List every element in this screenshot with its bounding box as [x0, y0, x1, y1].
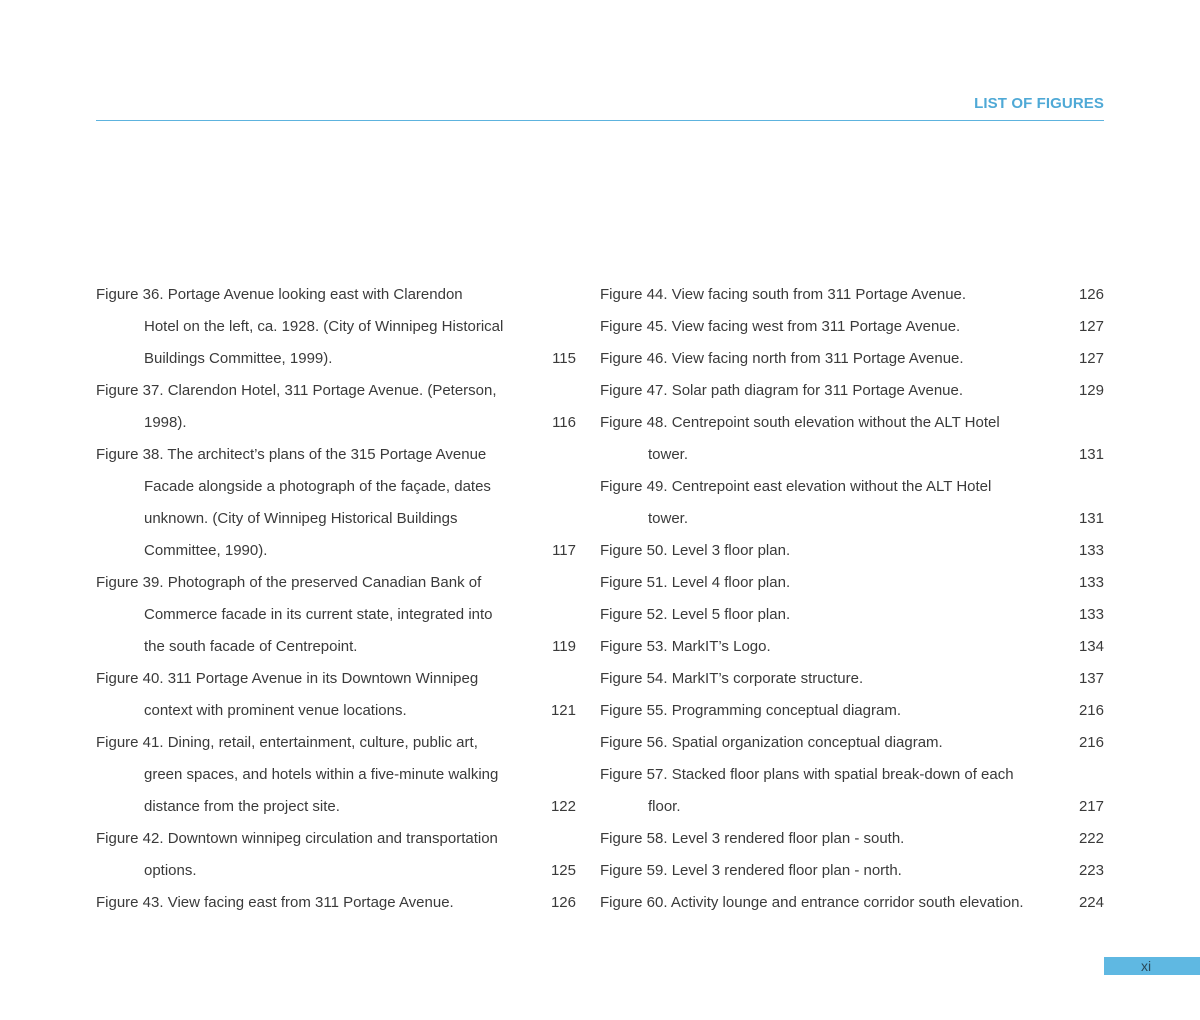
figure-caption-line: Facade alongside a photograph of the façade, dates: [144, 478, 491, 495]
figure-entry: [600, 727, 1104, 759]
figure-page-number: 216: [1078, 734, 1104, 751]
figure-page-number: 133: [1078, 574, 1104, 591]
figure-page-number: 122: [550, 798, 576, 815]
figure-caption-line: context with prominent venue locations.: [144, 702, 407, 719]
figure-entry: [600, 631, 1104, 663]
figure-list-right-column: [600, 279, 1104, 919]
figure-caption-line: Figure 36. Portage Avenue looking east with Clarendon: [96, 286, 463, 303]
figure-caption-line: Figure 46. View facing north from 311 Portage Avenue.: [600, 350, 964, 367]
figure-entry: [96, 887, 576, 919]
figure-page-number: 137: [1078, 670, 1104, 687]
figure-entry: [600, 855, 1104, 887]
figure-entry: [96, 279, 576, 375]
figure-page-number: 224: [1078, 894, 1104, 911]
figure-entry: [600, 471, 1104, 535]
figure-page-number: 126: [550, 894, 576, 911]
figure-entry: [600, 535, 1104, 567]
figure-caption-line: Figure 45. View facing west from 311 Portage Avenue.: [600, 318, 961, 335]
figure-entry: [96, 567, 576, 663]
figure-caption-line: Figure 52. Level 5 floor plan.: [600, 606, 791, 623]
figure-caption-line: Figure 44. View facing south from 311 Portage Avenue.: [600, 286, 967, 303]
figure-page-number: 126: [1078, 286, 1104, 303]
figure-page-number: 134: [1078, 638, 1104, 655]
figure-caption-line: green spaces, and hotels within a five-minute walking: [144, 766, 499, 783]
figure-caption-line: Figure 59. Level 3 rendered floor plan - north.: [600, 862, 902, 879]
figure-caption-line: Figure 39. Photograph of the preserved Canadian Bank of: [96, 574, 482, 591]
figure-page-number: 121: [550, 702, 576, 719]
page-number: xi: [1140, 958, 1152, 974]
figure-entry: [600, 343, 1104, 375]
figure-entry: [96, 439, 576, 567]
figure-caption-line: distance from the project site.: [144, 798, 340, 815]
figure-caption-line: Figure 40. 311 Portage Avenue in its Downtown Winnipeg: [96, 670, 479, 687]
figure-caption-line: Commerce facade in its current state, integrated into: [144, 606, 493, 623]
figure-caption-line: Figure 60. Activity lounge and entrance corridor south elevation.: [600, 894, 1024, 911]
figure-entry: [600, 375, 1104, 407]
figure-page-number: 133: [1078, 606, 1104, 623]
header-divider: [96, 120, 1104, 121]
figure-caption-line: Figure 58. Level 3 rendered floor plan - south.: [600, 830, 905, 847]
figure-caption-line: Figure 56. Spatial organization conceptual diagram.: [600, 734, 943, 751]
figure-entry: [96, 823, 576, 887]
figure-page-number: 119: [552, 638, 576, 655]
figure-caption-line: Figure 38. The architect’s plans of the 315 Portage Avenue: [96, 446, 487, 463]
figure-caption-line: Figure 51. Level 4 floor plan.: [600, 574, 791, 591]
figure-entry: [600, 279, 1104, 311]
figure-entry: [600, 407, 1104, 471]
figure-caption-line: Committee, 1990).: [144, 542, 268, 559]
figure-caption-line: Figure 53. MarkIT’s Logo.: [600, 638, 771, 655]
figure-caption-line: Buildings Committee, 1999).: [144, 350, 333, 367]
figure-entry: [96, 375, 576, 439]
figure-caption-line: Figure 50. Level 3 floor plan.: [600, 542, 791, 559]
figure-entry: [600, 599, 1104, 631]
figure-entry: [96, 663, 576, 727]
figure-caption-line: the south facade of Centrepoint.: [144, 638, 358, 655]
figure-caption-line: Figure 47. Solar path diagram for 311 Portage Avenue.: [600, 382, 964, 399]
figure-page-number: 131: [1078, 446, 1104, 463]
figure-page-number: 223: [1078, 862, 1104, 879]
figure-entry: [600, 887, 1104, 919]
figure-caption-line: Figure 41. Dining, retail, entertainment, culture, public art,: [96, 734, 478, 751]
figure-entry: [600, 663, 1104, 695]
figure-caption-line: tower.: [648, 510, 689, 527]
figure-page-number: 216: [1078, 702, 1104, 719]
figure-list-left-column: [96, 279, 576, 919]
figure-page-number: 127: [1078, 350, 1104, 367]
figure-entry: [600, 567, 1104, 599]
figure-caption-line: floor.: [648, 798, 681, 815]
figure-page-number: 127: [1078, 318, 1104, 335]
figure-entry: [600, 759, 1104, 823]
figure-caption-line: options.: [144, 862, 197, 879]
figure-page-number: 129: [1078, 382, 1104, 399]
figure-caption-line: tower.: [648, 446, 689, 463]
figure-caption-line: Figure 43. View facing east from 311 Portage Avenue.: [96, 894, 454, 911]
figure-caption-line: Figure 54. MarkIT’s corporate structure.: [600, 670, 864, 687]
figure-caption-line: Figure 42. Downtown winnipeg circulation and transportation: [96, 830, 498, 847]
figure-page-number: 115: [552, 350, 576, 367]
figure-caption-line: Figure 48. Centrepoint south elevation without the ALT Hotel: [600, 414, 1000, 431]
figure-page-number: 217: [1078, 798, 1104, 815]
figure-caption-line: Figure 49. Centrepoint east elevation without the ALT Hotel: [600, 478, 992, 495]
figure-caption-line: 1998).: [144, 414, 187, 431]
figure-entry: [600, 823, 1104, 855]
figure-caption-line: Figure 37. Clarendon Hotel, 311 Portage Avenue. (Peterson,: [96, 382, 497, 399]
figure-page-number: 125: [550, 862, 576, 879]
figure-page-number: 222: [1078, 830, 1104, 847]
figure-caption-line: Figure 55. Programming conceptual diagram.: [600, 702, 901, 719]
figure-entry: [600, 695, 1104, 727]
figure-caption-line: Hotel on the left, ca. 1928. (City of Winnipeg Historical: [144, 318, 504, 335]
page-number-tab: [1104, 957, 1200, 975]
figure-page-number: 133: [1078, 542, 1104, 559]
page-title: LIST OF FIGURES: [974, 95, 1104, 112]
figure-page-number: 117: [552, 542, 576, 559]
figure-caption-line: unknown. (City of Winnipeg Historical Buildings: [144, 510, 458, 527]
figure-entry: [96, 727, 576, 823]
figure-entry: [600, 311, 1104, 343]
figure-page-number: 131: [1078, 510, 1104, 527]
figure-page-number: 116: [552, 414, 576, 431]
figure-caption-line: Figure 57. Stacked floor plans with spatial break-down of each: [600, 766, 1014, 783]
